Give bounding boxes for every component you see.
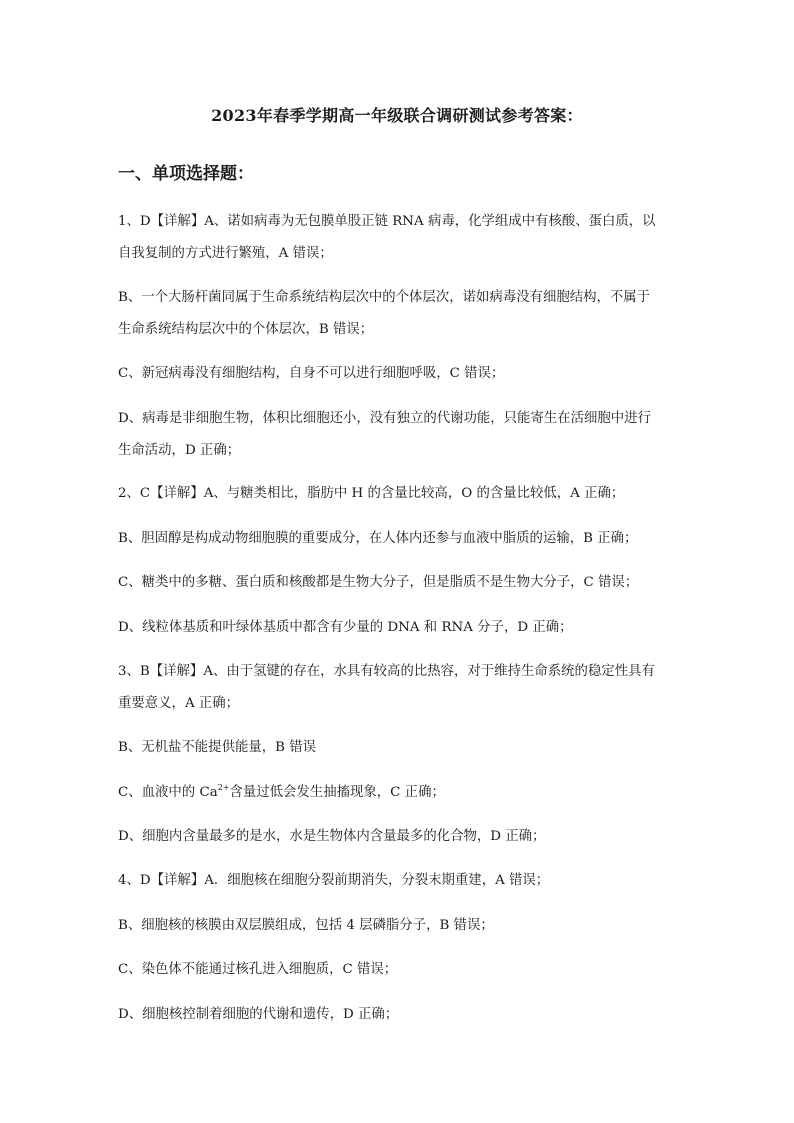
q4-option-a: 4、D【详解】A．细胞核在细胞分裂前期消失，分裂末期重建，A 错误； (118, 873, 550, 888)
q3-option-d: D、细胞内含量最多的是水，水是生物体内含量最多的化合物，D 正确； (118, 829, 546, 844)
q4-option-b: B、细胞核的核膜由双层膜组成，包括 4 层磷脂分子，B 错误； (118, 918, 494, 933)
q3-option-c-suffix: 含量过低会发生抽搐现象，C 正确； (229, 785, 445, 800)
q2-option-d: D、线粒体基质和叶绿体基质中都含有少量的 DNA 和 RNA 分子，D 正确； (118, 620, 573, 635)
q1-option-c: C、新冠病毒没有细胞结构，自身不可以进行细胞呼吸，C 错误； (118, 366, 505, 381)
q3-option-b: B、无机盐不能提供能量，B 错误 (118, 740, 317, 755)
q1-option-b-line-2: 生命系统结构层次中的个体层次，B 错误； (118, 322, 374, 337)
q1-option-d-line-2: 生命活动，D 正确； (118, 443, 241, 458)
q3-option-c (118, 778, 680, 807)
q3-option-c-superscript: 2+ (217, 782, 230, 792)
q2-option-c: C、糖类中的多糖、蛋白质和核酸都是生物大分子，但是脂质不是生物大分子，C 错误； (118, 575, 639, 590)
q3-option-a-line-2: 重要意义，A 正确； (118, 696, 240, 711)
q3-option-c-prefix: C、血液中的 Ca (118, 785, 218, 800)
q1-option-b-line-1: B、一个大肠杆菌同属于生命系统结构层次中的个体层次，诺如病毒没有细胞结构，不属于 (118, 290, 651, 305)
q4-option-c: C、染色体不能通过核孔进入细胞质，C 错误； (118, 962, 398, 977)
q2-option-a: 2、C【详解】A、与糖类相比，脂肪中 H 的含量比较高，O 的含量比较低，A 正确； (118, 486, 625, 501)
q1-option-a-line-2: 自我复制的方式进行繁殖，A 错误； (118, 246, 333, 261)
q4-option-d: D、细胞核控制着细胞的代谢和遗传，D 正确； (118, 1007, 399, 1022)
q2-option-b: B、胆固醇是构成动物细胞膜的重要成分，在人体内还参与血液中脂质的运输，B 正确； (118, 531, 638, 546)
page-title: 2023年春季学期高一年级联合调研测试参考答案： (211, 106, 583, 125)
section-heading: 一、单项选择题： (118, 164, 254, 184)
q1-option-a-line-1: 1、D【详解】A、诺如病毒为无包膜单股正链 RNA 病毒，化学组成中有核酸、蛋白质，以 (118, 214, 656, 229)
q3-option-a-line-1: 3、B【详解】A、由于氢键的存在，水具有较高的比热容，对于维持生命系统的稳定性具有 (118, 664, 655, 679)
q1-option-d-line-1: D、病毒是非细胞生物，体积比细胞还小，没有独立的代谢功能，只能寄生在活细胞中进行 (118, 411, 651, 426)
